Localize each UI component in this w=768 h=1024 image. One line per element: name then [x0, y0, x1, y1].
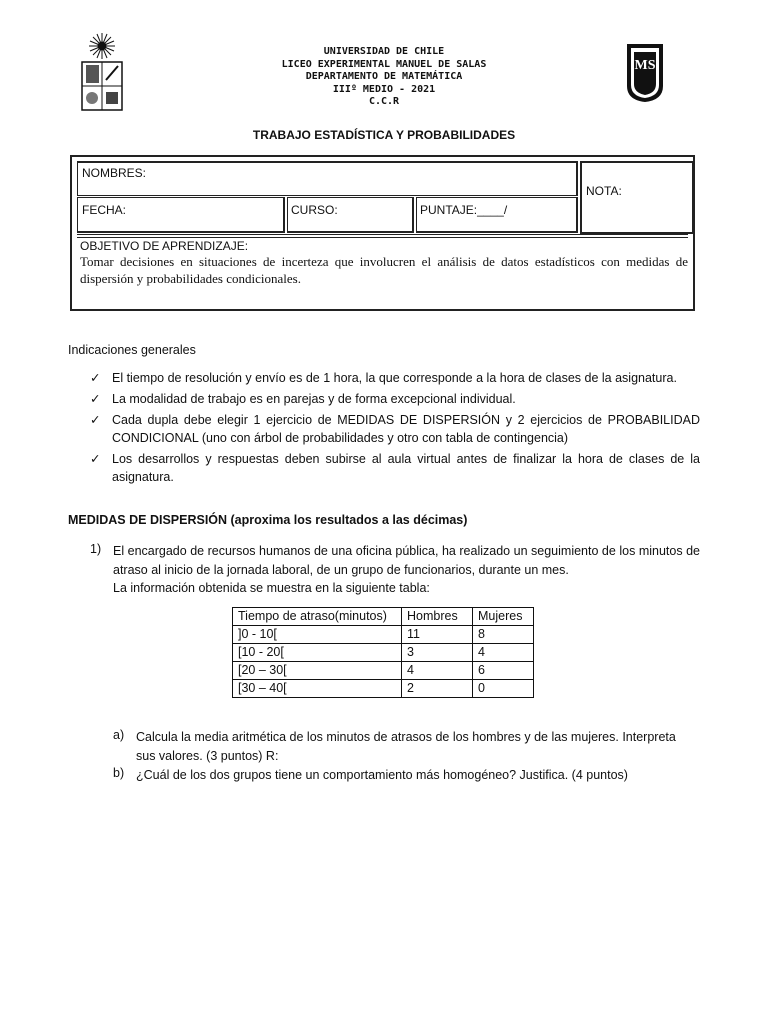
nombres-field[interactable]	[77, 161, 578, 196]
question-1-statement: El encargado de recursos humanos de una oficina pública, ha realizado un seguimiento de los minutos de atraso al inicio de la jornada laboral, de un grupo de funcionarios, durante un mes.	[113, 544, 700, 577]
indicacion-text: Los desarrollos y respuestas deben subirse al aula virtual antes de finalizar la hora de clases de la asignatura.	[112, 452, 700, 484]
subquestion-b-label: b)	[113, 766, 125, 780]
curso-label: CURSO:	[291, 203, 338, 217]
table-row	[233, 680, 534, 698]
table-cell: 0	[473, 680, 534, 698]
header-line-5: C.C.R	[368, 96, 400, 107]
nota-label: NOTA:	[586, 184, 622, 198]
table-cell: 4	[473, 644, 534, 662]
table-header-row	[233, 608, 534, 626]
checkmark-icon: ✓	[90, 413, 101, 427]
indicacion-item	[90, 411, 700, 447]
section-heading: MEDIDAS DE DISPERSIÓN (aproxima los resultados a las décimas)	[68, 513, 468, 527]
table-header-cell: Tiempo de atraso(minutos)	[233, 608, 402, 626]
checkmark-icon: ✓	[90, 452, 101, 466]
document-title: TRABAJO ESTADÍSTICA Y PROBABILIDADES	[252, 128, 516, 142]
objetivo-text: Tomar decisiones en situaciones de incerteza que involucren el análisis de datos estadísticos con medidas de dispersión y probabilidades condicionales.	[80, 254, 688, 286]
checkmark-icon: ✓	[90, 371, 101, 385]
table-cell: ]0 - 10[	[233, 626, 402, 644]
institution-header	[200, 46, 568, 109]
objetivo-divider	[77, 234, 688, 235]
puntaje-label: PUNTAJE:____/	[420, 203, 508, 217]
objetivo-divider-2	[77, 237, 688, 238]
nombres-label: NOMBRES:	[82, 166, 147, 180]
indicacion-text: La modalidad de trabajo es en parejas y de forma excepcional individual.	[112, 392, 516, 406]
table-cell: 2	[402, 680, 473, 698]
school-ms-logo	[624, 42, 666, 104]
table-header-cell: Mujeres	[473, 608, 534, 626]
table-cell: 11	[402, 626, 473, 644]
question-1-text	[113, 542, 700, 598]
indicacion-text: Cada dupla debe elegir 1 ejercicio de MEDIDAS DE DISPERSIÓN y 2 ejercicios de PROBABILIDAD CONDICIONAL (uno con árbol de probabilidades y otro con tabla de contingencia)	[112, 413, 700, 445]
fecha-field[interactable]	[77, 197, 285, 233]
table-cell: 8	[473, 626, 534, 644]
indicacion-item	[90, 450, 700, 486]
table-cell: 6	[473, 662, 534, 680]
subquestion-a-label: a)	[113, 728, 125, 742]
fecha-label: FECHA:	[82, 203, 127, 217]
indicacion-item	[90, 369, 700, 387]
table-row	[233, 644, 534, 662]
ms-logo-text: MS	[634, 58, 656, 73]
question-1-number: 1)	[90, 542, 102, 556]
header-line-2: LICEO EXPERIMENTAL MANUEL DE SALAS	[281, 58, 487, 70]
delay-table	[232, 607, 534, 698]
subquestion-b-text: ¿Cuál de los dos grupos tiene un comportamiento más homogéneo? Justifica. (4 puntos)	[136, 768, 628, 782]
university-crest-logo	[78, 32, 130, 114]
table-cell: 4	[402, 662, 473, 680]
header-line-4: IIIº MEDIO - 2021	[332, 83, 436, 95]
indicacion-item	[90, 390, 700, 408]
table-cell: [30 – 40[	[233, 680, 402, 698]
table-cell: 3	[402, 644, 473, 662]
question-1-table-intro: La información obtenida se muestra en la siguiente tabla:	[113, 581, 430, 595]
curso-field[interactable]	[287, 197, 414, 233]
puntaje-field[interactable]	[416, 197, 578, 233]
header-line-1: UNIVERSIDAD DE CHILE	[323, 46, 445, 57]
indicaciones-heading: Indicaciones generales	[68, 343, 196, 357]
objetivo-label: OBJETIVO DE APRENDIZAJE:	[80, 239, 249, 253]
checkmark-icon: ✓	[90, 392, 101, 406]
header-line-3: DEPARTAMENTO DE MATEMÁTICA	[305, 71, 463, 82]
table-cell: [10 - 20[	[233, 644, 402, 662]
indicacion-text: El tiempo de resolución y envío es de 1 hora, la que corresponde a la hora de clases de la asignatura.	[112, 371, 677, 385]
table-header-cell: Hombres	[402, 608, 473, 626]
table-cell: [20 – 30[	[233, 662, 402, 680]
objetivo-section	[80, 239, 688, 303]
table-row	[233, 662, 534, 680]
nota-field[interactable]	[580, 161, 694, 234]
table-row	[233, 626, 534, 644]
indicaciones-list	[90, 369, 700, 489]
subquestion-a-text: Calcula la media aritmética de los minutos de atrasos de los hombres y de las mujeres. Interpreta sus valores. (3 puntos) R:	[136, 730, 676, 763]
